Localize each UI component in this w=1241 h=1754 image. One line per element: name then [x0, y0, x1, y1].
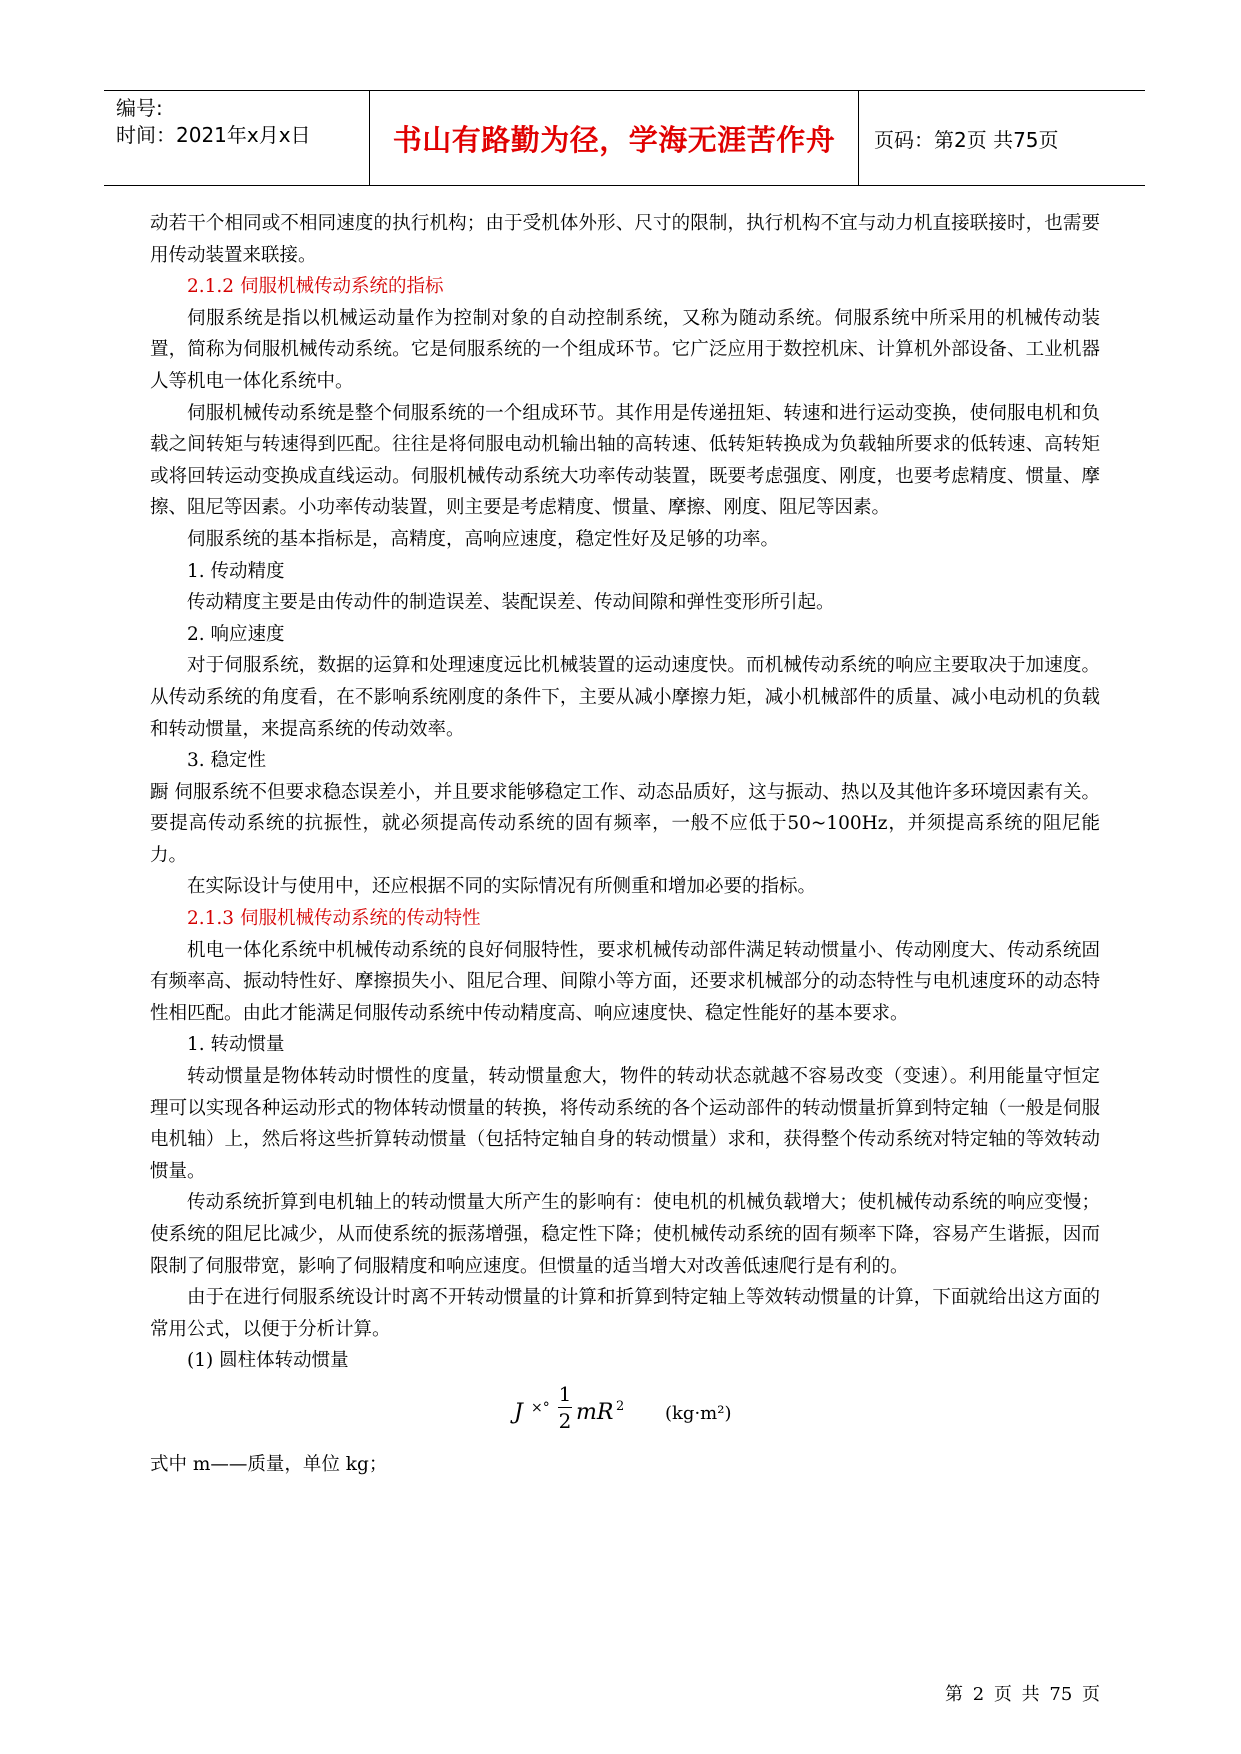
paragraph: 伺服系统的基本指标是，高精度，高响应速度，稳定性好及足够的功率。 — [187, 528, 780, 550]
paragraph: 由于在进行伺服系统设计时离不开转动惯量的计算和折算到特定轴上等效转动惯量的计算，下面就给出这方面的常用公式，以便于分析计算。 — [150, 1287, 1100, 1340]
list-heading: 1. 转动惯量 — [187, 1034, 285, 1056]
header-page-number: 页码：第2页 共75页 — [874, 127, 1059, 152]
paragraph: 伺服系统是指以机械运动量作为控制对象的自动控制系统，又称为随动系统。伺服系统中所采用的机械传动装置，简称为伺服机械传动系统。它是伺服系统的一个组成环节。它广泛应用于数控机床、计算机外部设备、工业机器人等机电一体化系统中。 — [150, 307, 1100, 392]
document-number-label: 编号: — [116, 96, 163, 120]
header-divider — [369, 91, 370, 185]
document-body — [150, 208, 1100, 1481]
formula-equals-glyph: ×° — [531, 1399, 550, 1416]
header-meta — [116, 95, 366, 149]
inertia-formula — [150, 1381, 1100, 1443]
paragraph: 转动惯量是物体转动时惯性的度量，转动惯量愈大，物件的转动状态就越不容易改变（变速）。利用能量守恒定理可以实现各种运动形式的物体转动惯量的转换，将传动系统的各个运动部件的转动惯量折算到特定轴（一般是伺服电机轴）上，然后将这些折算转动惯量（包括特定轴自身的转动惯量）求和，获得整个传动系统对特定轴的等效转动惯量。 — [150, 1066, 1100, 1182]
formula-term: mR — [576, 1399, 614, 1425]
header-motto: 书山有路勤为径，学海无涯苦作舟 — [392, 122, 836, 157]
paragraph: 伺服机械传动系统是整个伺服系统的一个组成环节。其作用是传递扭矩、转速和进行运动变换，使伺服电机和负载之间转矩与转速得到匹配。往往是将伺服电动机输出轴的高转速、低转矩转换成为负载轴所要求的低转速、高转矩或将回转运动变换成直线运动。伺服机械传动系统大功率传动装置，既要考虑强度、刚度，也要考虑精度、惯量、摩擦、阻尼等因素。小功率传动装置，则主要是考虑精度、惯量、摩擦、刚度、阻尼等因素。 — [150, 402, 1100, 519]
document-time-label: 时间：2021年x月x日 — [116, 123, 311, 147]
paragraph: 在实际设计与使用中，还应根据不同的实际情况有所侧重和增加必要的指标。 — [187, 876, 817, 898]
formula-unit: (kg·m²) — [665, 1402, 732, 1424]
formula-exponent: 2 — [616, 1398, 625, 1414]
formula-lhs: J — [514, 1399, 523, 1425]
header-divider — [858, 91, 859, 185]
formula-numerator: 1 — [558, 1381, 572, 1406]
list-heading: (1) 圆柱体转动惯量 — [187, 1350, 349, 1372]
list-heading: 2. 响应速度 — [187, 623, 285, 645]
fraction-bar — [558, 1407, 572, 1408]
paragraph: 传动精度主要是由传动件的制造误差、装配误差、传动间隙和弹性变形所引起。 — [187, 592, 835, 614]
formula-fraction — [557, 1381, 573, 1434]
paragraph: 动若干个相同或不相同速度的执行机构；由于受机体外形、尺寸的限制，执行机构不宜与动力机直接联接时，也需要用传动装置来联接。 — [150, 213, 1100, 266]
paragraph: 传动系统折算到电机轴上的转动惯量大所产生的影响有：使电机的机械负载增大；使机械传动系统的响应变慢；使系统的阻尼比减少，从而使系统的振荡增强，稳定性下降；使机械传动系统的固有频率下降，容易产生谐振，因而限制了伺服带宽，影响了伺服精度和响应速度。但惯量的适当增大对改善低速爬行是有利的。 — [150, 1192, 1100, 1277]
paragraph: 蹰 伺服系统不但要求稳态误差小，并且要求能够稳定工作、动态品质好，这与振动、热以及其他许多环境因素有关。要提高传动系统的抗振性，就必须提高传动系统的固有频率，一般不应低于50~100Hz，并须提高系统的阻尼能力。 — [150, 781, 1100, 866]
list-heading: 3. 稳定性 — [187, 750, 267, 772]
list-heading: 1. 传动精度 — [187, 560, 285, 582]
paragraph: 机电一体化系统中机械传动系统的良好伺服特性，要求机械传动部件满足转动惯量小、传动刚度大、传动系统固有频率高、振动特性好、摩擦损失小、阻尼合理、间隙小等方面，还要求机械部分的动态特性与电机速度环的动态特性相匹配。由此才能满足伺服传动系统中传动精度高、响应速度快、稳定性能好的基本要求。 — [150, 939, 1100, 1024]
page-footer: 第 2 页 共 75 页 — [945, 1684, 1100, 1705]
formula-denominator: 2 — [558, 1408, 572, 1433]
page-header — [104, 90, 1145, 186]
paragraph: 对于伺服系统，数据的运算和处理速度远比机械装置的运动速度快。而机械传动系统的响应主要取决于加速度。从传动系统的角度看，在不影响系统刚度的条件下，主要从减小摩擦力矩，减小机械部件的质量、减小电动机的负载和转动惯量，来提高系统的传动效率。 — [150, 655, 1100, 740]
formula-legend: 式中 m——质量，单位 kg； — [150, 1453, 388, 1475]
section-heading: 2.1.2 伺服机械传动系统的指标 — [187, 276, 444, 298]
section-heading: 2.1.3 伺服机械传动系统的传动特性 — [187, 908, 481, 930]
